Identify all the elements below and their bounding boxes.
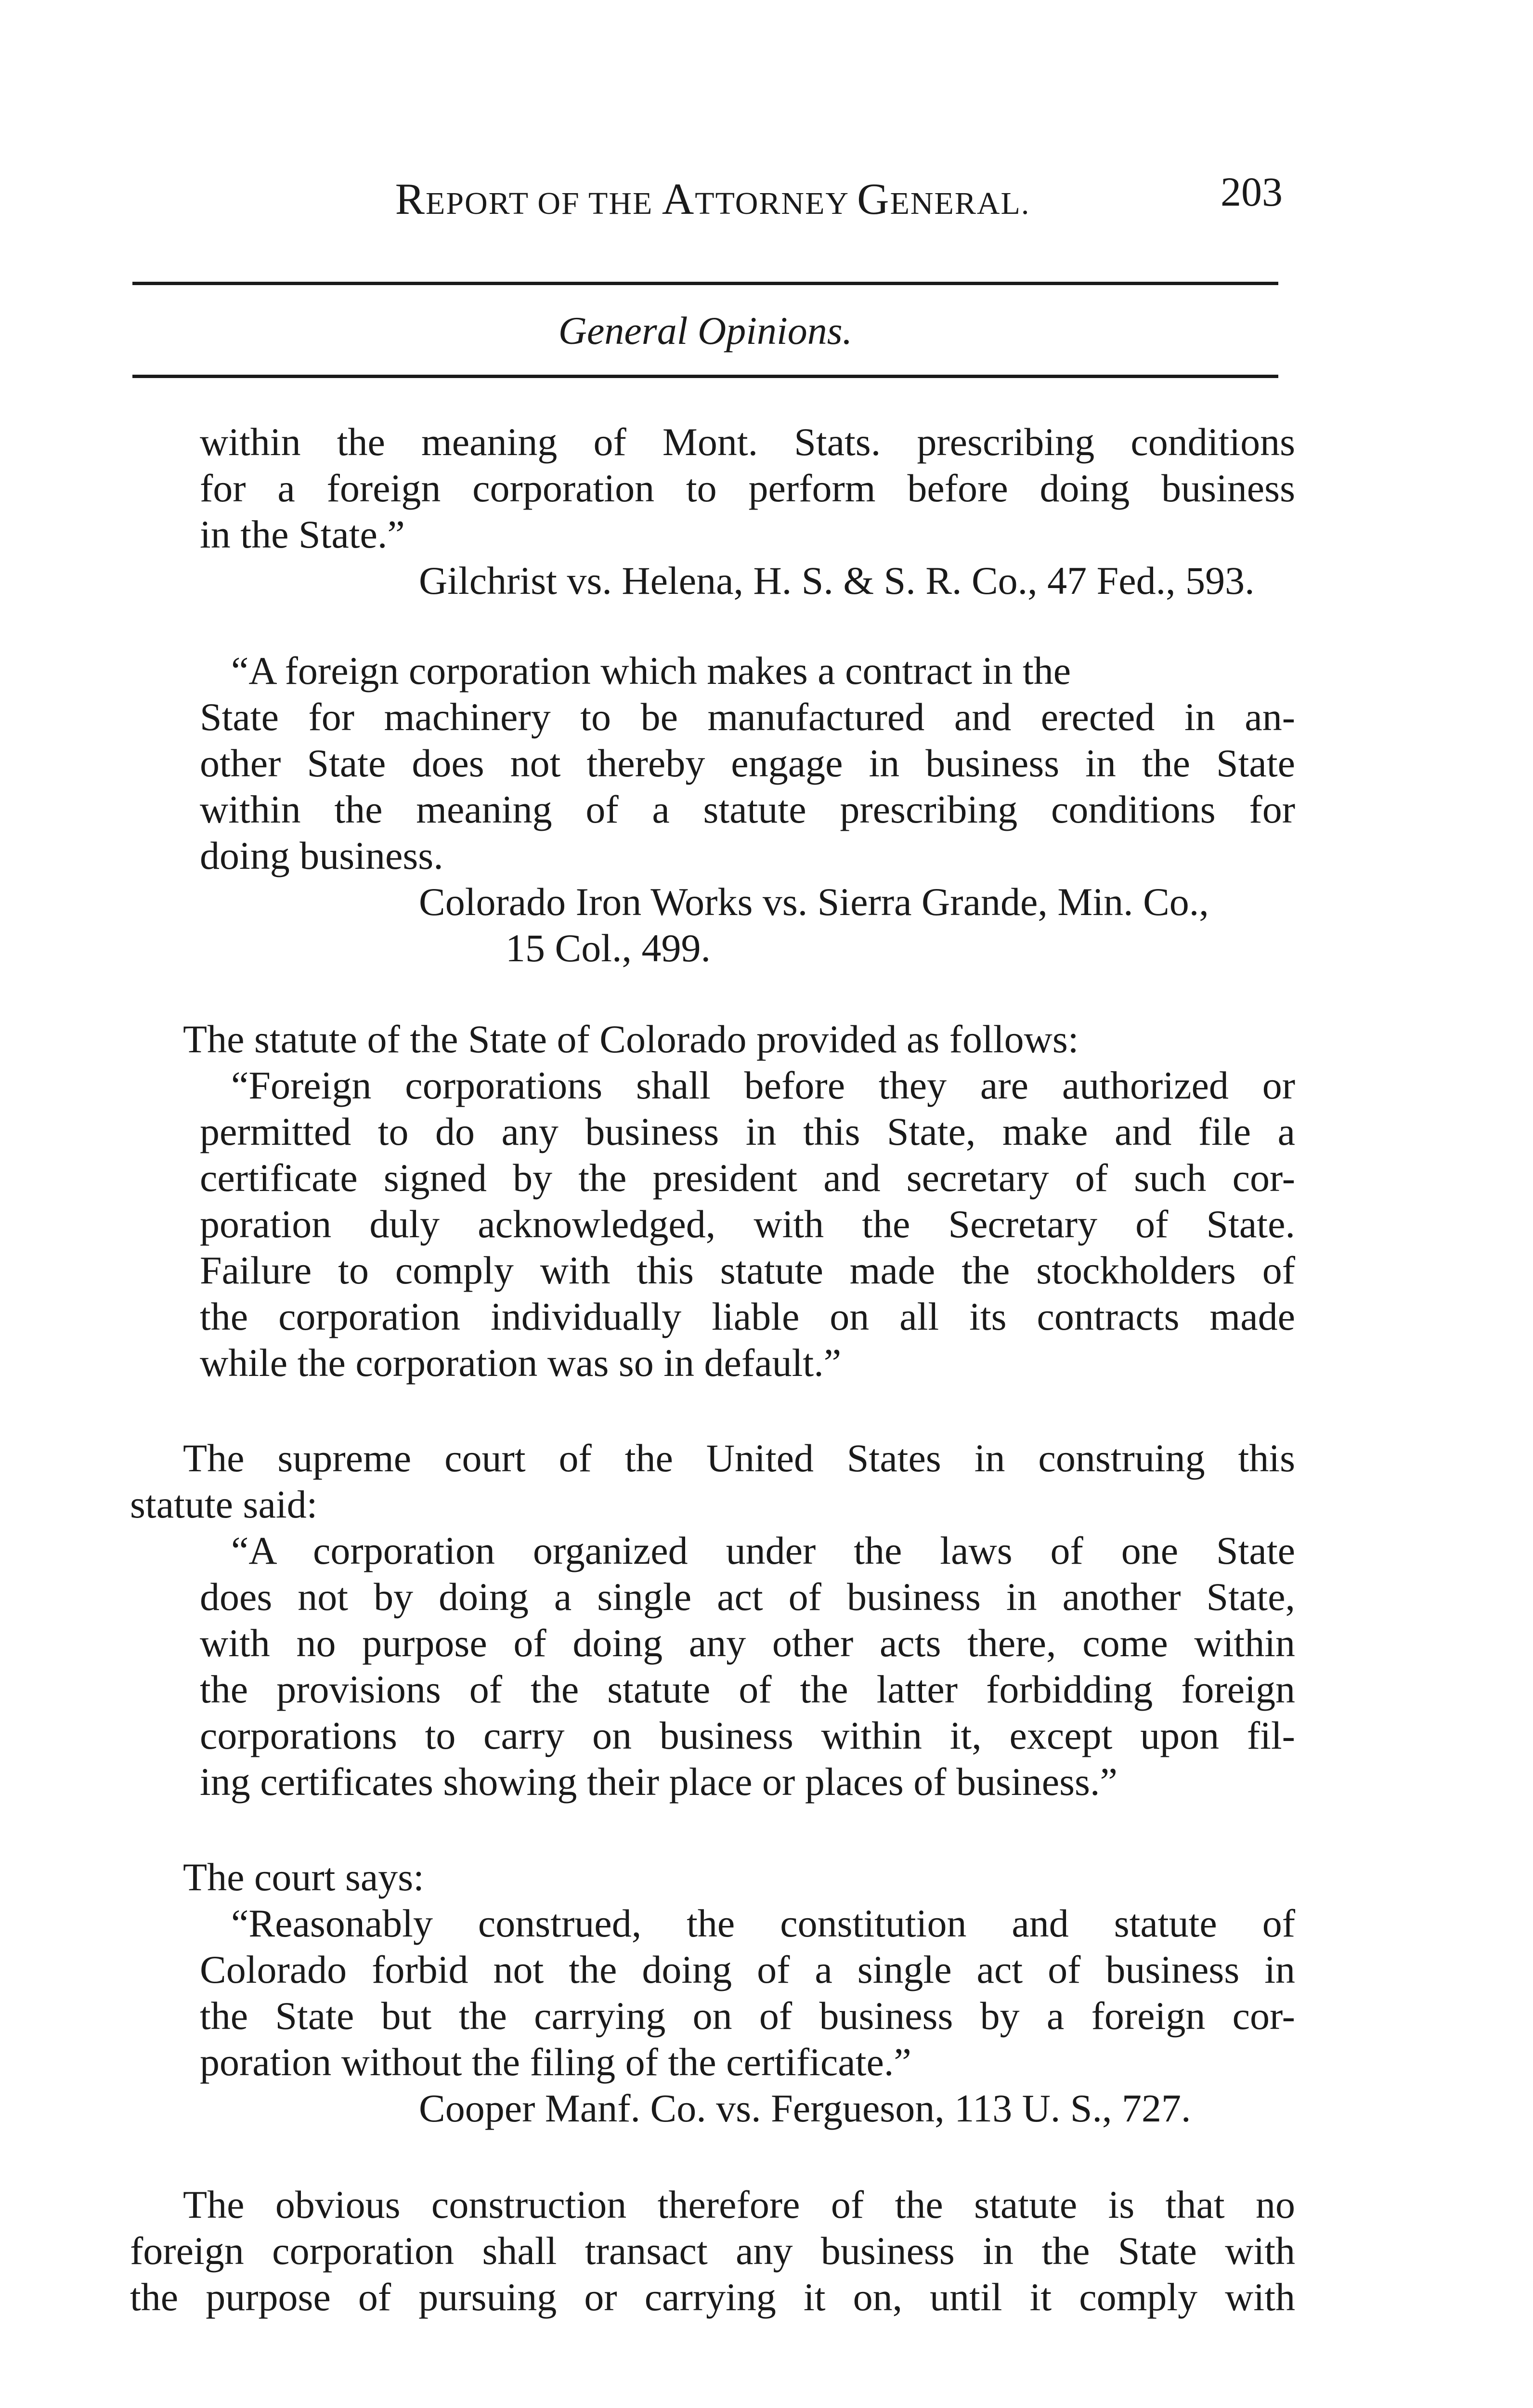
header-initial-g: G (857, 174, 890, 223)
text-block-1 (130, 419, 1295, 604)
text-line: foreign corporation shall transact any business in the State with (130, 2229, 1295, 2273)
text-line: in the State.” (200, 512, 405, 556)
text-line: The obvious construction therefore of the statute is that no (183, 2183, 1295, 2226)
header-initial-a: A (662, 174, 695, 223)
text-block-5 (130, 1854, 1295, 2132)
header-word-report-of-the: EPORT OF THE (426, 186, 662, 221)
citation-line: Gilchrist vs. Helena, H. S. & S. R. Co., 47 Fed., 593. (419, 559, 1255, 602)
text-line: corporations to carry on business within it, except upon fil- (200, 1714, 1295, 1757)
text-line: the corporation individually liable on all its contracts made (200, 1295, 1295, 1338)
text-line: doing business. (200, 834, 443, 877)
text-line: statute said: (130, 1482, 318, 1526)
citation-line: Colorado Iron Works vs. Sierra Grande, Min. Co., (419, 880, 1209, 924)
header-initial-r: R (395, 174, 426, 223)
text-line: ing certificates showing their place or places of business.” (200, 1760, 1117, 1804)
running-header (337, 173, 1088, 224)
text-line: “A corporation organized under the laws of one State (231, 1529, 1295, 1572)
header-rule-bottom (132, 375, 1278, 378)
header-rule-top (132, 282, 1278, 285)
text-block-2 (130, 648, 1295, 971)
text-line: poration without the filing of the certificate.” (200, 2040, 911, 2084)
text-line: the purpose of pursuing or carrying it on, until it comply with (130, 2275, 1295, 2319)
text-block-3 (130, 1016, 1295, 1386)
section-subheading: General Opinions. (558, 309, 853, 353)
text-line: within the meaning of a statute prescribing conditions for (200, 787, 1295, 831)
citation-line: 15 Col., 499. (506, 926, 711, 970)
text-line: does not by doing a single act of business in another State, (200, 1575, 1295, 1619)
header-word-general: ENERAL. (890, 186, 1030, 221)
text-line: other State does not thereby engage in business in the State (200, 741, 1295, 785)
text-line: Failure to comply with this statute made the stockholders of (200, 1248, 1295, 1292)
text-line: within the meaning of Mont. Stats. prescribing conditions (200, 420, 1295, 464)
citation-line: Cooper Manf. Co. vs. Fergueson, 113 U. S., 727. (419, 2086, 1191, 2130)
text-line: “Reasonably construed, the constitution and statute of (231, 1901, 1295, 1945)
text-block-6 (130, 2182, 1295, 2320)
text-line: State for machinery to be manufactured and erected in an- (200, 695, 1295, 739)
text-line: for a foreign corporation to perform before doing business (200, 466, 1295, 510)
page-number: 203 (1221, 169, 1283, 215)
text-line: certificate signed by the president and secretary of such cor- (200, 1156, 1295, 1200)
text-line: “A foreign corporation which makes a contract in the (231, 649, 1071, 693)
text-line: with no purpose of doing any other acts there, come within (200, 1621, 1295, 1665)
text-block-4 (130, 1435, 1295, 1805)
header-word-attorney: TTORNEY (695, 186, 857, 221)
text-line: the State but the carrying on of business by a foreign cor- (200, 1994, 1295, 2038)
text-line: The court says: (183, 1855, 424, 1899)
text-line: permitted to do any business in this State, make and file a (200, 1110, 1295, 1153)
text-line: Colorado forbid not the doing of a single act of business in (200, 1948, 1295, 1991)
text-line: The supreme court of the United States in construing this (183, 1436, 1295, 1480)
text-line: The statute of the State of Colorado provided as follows: (183, 1017, 1079, 1061)
text-line: poration duly acknowledged, with the Secretary of State. (200, 1202, 1295, 1246)
text-line: the provisions of the statute of the latter forbidding foreign (200, 1667, 1295, 1711)
text-line: while the corporation was so in default.” (200, 1341, 842, 1385)
text-line: “Foreign corporations shall before they are authorized or (231, 1063, 1295, 1107)
